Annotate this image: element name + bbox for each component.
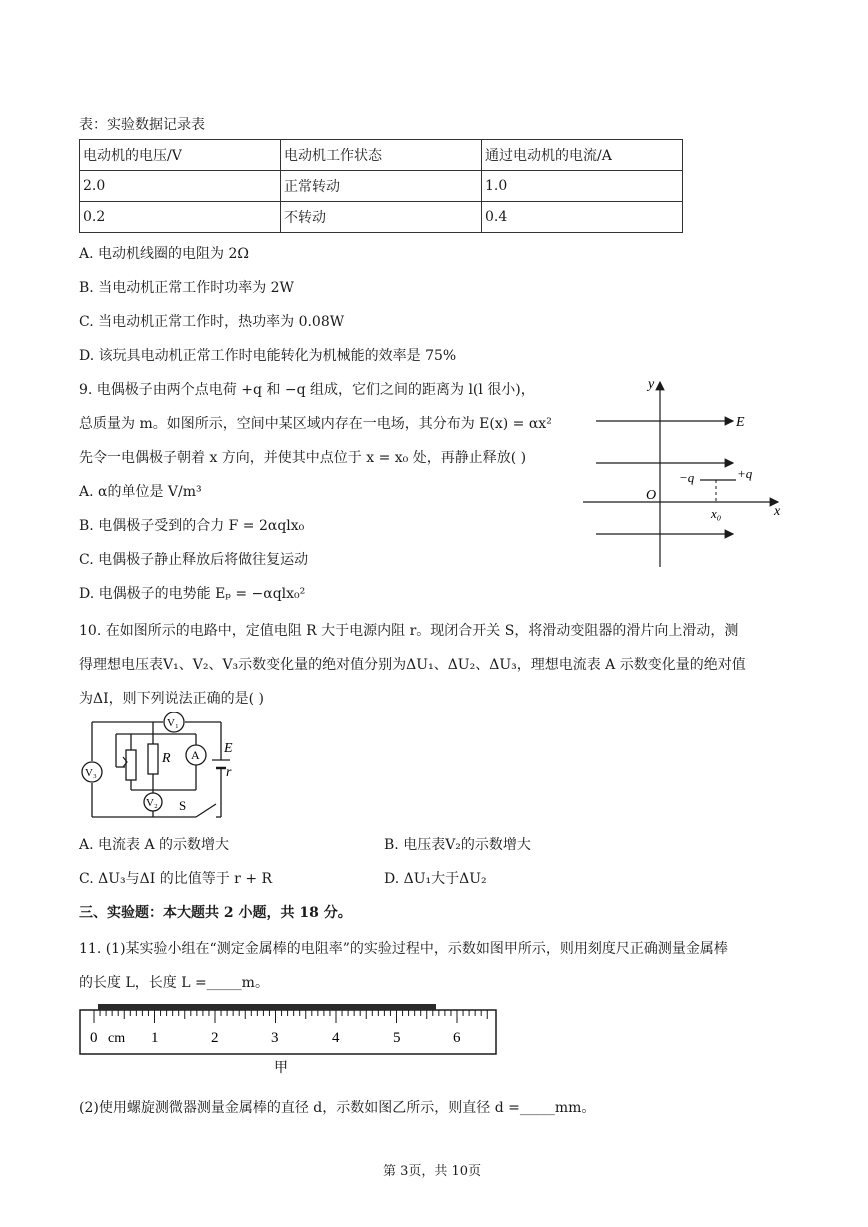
table-caption: 表：实验数据记录表	[79, 117, 205, 133]
q9-stem-line2: 总质量为 m。如图所示，空间中某区域内存在一电场，其分布为 E(x) = αx²	[79, 416, 552, 432]
q8-option-a: A. 电动机线圈的电阻为 2Ω	[79, 246, 249, 262]
q11-stem-line1: 11. (1)某实验小组在“测定金属棒的电阻率”的实验过程中，示数如图甲所示，则用刻度尺正确测量金属棒	[79, 941, 728, 957]
ruler-mark: 6	[453, 1030, 461, 1046]
q10-stem-line3: 为ΔI，则下列说法正确的是( )	[79, 691, 265, 707]
ammeter-label: A	[191, 748, 200, 762]
q10-option-d: D. ΔU₁大于ΔU₂	[384, 871, 487, 887]
emf-label: E	[224, 741, 233, 756]
table-cell: 1.0	[482, 171, 683, 202]
q8-option-c: C. 当电动机正常工作时，热功率为 0.08W	[79, 314, 345, 330]
q10-stem-line1: 10. 在如图所示的电路中，定值电阻 R 大于电源内阻 r。现闭合开关 S，将滑动变阻器的滑片向上滑动，测	[79, 623, 739, 639]
section-heading: 三、实验题：本大题共 2 小题，共 18 分。	[79, 905, 352, 921]
q11-part2: (2)使用螺旋测微器测量金属棒的直径 d，示数如图乙所示，则直径 d =_____mm。	[79, 1100, 596, 1116]
q8-option-b: B. 当电动机正常工作时功率为 2W	[79, 280, 294, 296]
q8-option-d: D. 该玩具电动机正常工作时电能转化为机械能的效率是 75%	[79, 348, 457, 364]
v1-label: V₁	[167, 717, 179, 729]
metal-rod	[98, 1004, 436, 1010]
table-cell: 正常转动	[281, 171, 482, 202]
q9-option-c: C. 电偶极子静止释放后将做往复运动	[79, 552, 309, 568]
q9-option-a: A. α的单位是 V/m³	[79, 484, 202, 500]
header-cell: 电动机工作状态	[281, 140, 482, 171]
neg-charge-label: −q	[679, 470, 695, 485]
table-cell: 2.0	[80, 171, 281, 202]
q10-option-a: A. 电流表 A 的示数增大	[79, 837, 230, 853]
switch-label: S	[179, 798, 187, 813]
resistor-label: R	[162, 751, 171, 766]
q9-option-d: D. 电偶极子的电势能 Eₚ = −αqlx₀²	[79, 586, 306, 602]
table-cell: 0.4	[482, 202, 683, 233]
field-label: E	[736, 415, 745, 430]
ruler-mark: 5	[393, 1030, 401, 1046]
ruler-unit: cm	[108, 1031, 126, 1046]
ruler-mark: 1	[151, 1030, 159, 1046]
table-cell: 0.2	[80, 202, 281, 233]
table-header-row	[80, 140, 683, 171]
internal-r-label: r	[226, 765, 232, 780]
header-cell: 电动机的电压/V	[80, 140, 281, 171]
table-row	[80, 202, 683, 233]
page-number: 第 3页，共 10页	[383, 1164, 482, 1179]
header-cell: 通过电动机的电流/A	[482, 140, 683, 171]
ruler-mark: 3	[271, 1030, 279, 1046]
ruler-body	[80, 1010, 496, 1054]
x-axis-label: x	[774, 504, 781, 519]
q9-stem-line1: 9. 电偶极子由两个点电荷 +q 和 −q 组成，它们之间的距离为 l(l 很小)，	[79, 382, 535, 398]
ruler-mark: 4	[332, 1030, 340, 1046]
y-axis-label: y	[648, 377, 655, 392]
field-diagram	[578, 372, 788, 572]
q10-option-c: C. ΔU₃与ΔI 的比值等于 r + R	[79, 871, 273, 887]
q9-option-b: B. 电偶极子受到的合力 F = 2αqlx₀	[79, 518, 305, 534]
pos-charge-label: +q	[737, 466, 753, 481]
q11-stem-line2: 的长度 L，长度 L =_____m。	[79, 975, 269, 991]
table-row	[80, 171, 683, 202]
ruler-zero: 0	[90, 1030, 98, 1046]
q10-stem-line2: 得理想电压表V₁、V₂、V₃示数变化量的绝对值分别为ΔU₁、ΔU₂、ΔU₃，理想电流表 A 示数变化量的绝对值	[79, 657, 746, 673]
v3-label: V₃	[85, 767, 97, 779]
data-table	[79, 139, 683, 233]
table-cell: 不转动	[281, 202, 482, 233]
origin-label: O	[646, 488, 657, 503]
ruler-mark: 2	[211, 1030, 219, 1046]
v2-label: V₂	[146, 797, 158, 809]
x0-label: x₀	[711, 506, 722, 521]
q9-stem-line3: 先令一电偶极子朝着 x 方向，并使其中点位于 x = x₀ 处，再静止释放( )	[79, 450, 527, 466]
q10-option-b: B. 电压表V₂的示数增大	[384, 837, 531, 853]
circuit-diagram	[76, 712, 246, 822]
ruler-figure	[78, 1000, 500, 1078]
ruler-caption: 甲	[274, 1061, 288, 1076]
